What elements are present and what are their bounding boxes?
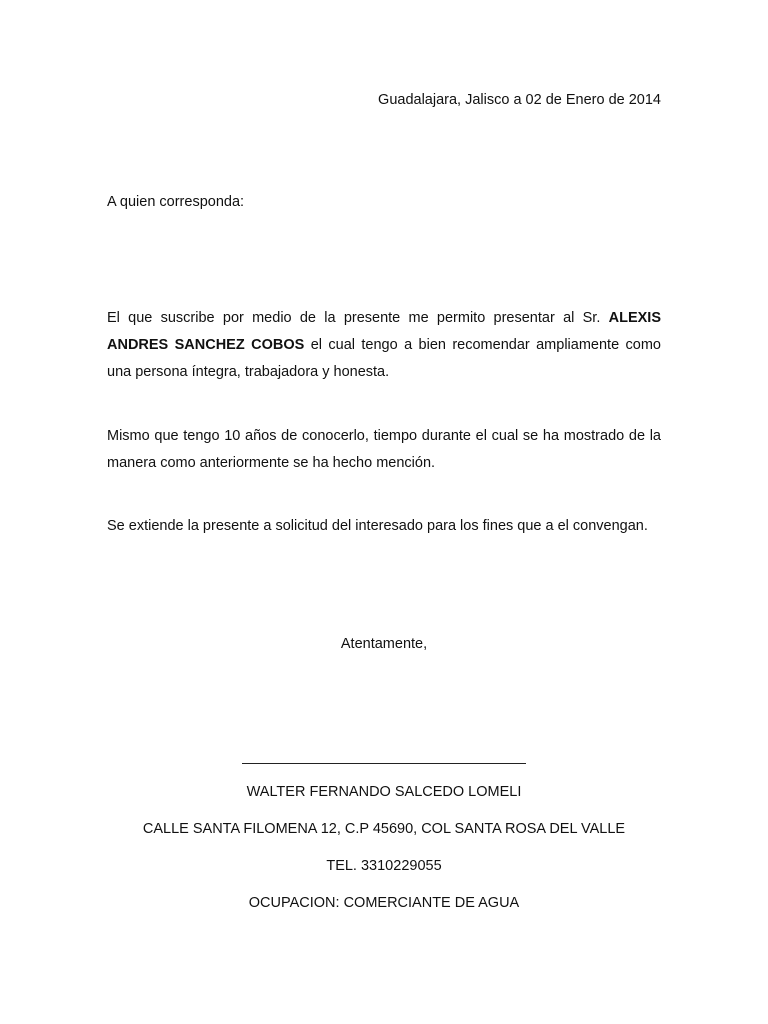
paragraph-purpose: Se extiende la presente a solicitud del interesado para los fines que a el convengan. <box>107 518 648 534</box>
greeting: A quien corresponda: <box>107 194 245 210</box>
signer-phone: TEL. 3310229055 <box>326 858 442 874</box>
signer-name: WALTER FERNANDO SALCEDO LOMELI <box>246 784 522 800</box>
paragraph-introduction <box>107 305 661 386</box>
intro-text-continued: el cual tengo a bien recomendar ampliamente como una persona íntegra, trabajadora y honesta. <box>107 337 661 380</box>
closing: Atentamente, <box>340 636 428 652</box>
paragraph-acquaintance: Mismo que tengo 10 años de conocerlo, tiempo durante el cual se ha mostrado de la manera como anteriormente se ha hecho mención. <box>107 428 661 471</box>
date-line: Guadalajara, Jalisco a 02 de Enero de 2014 <box>378 92 661 108</box>
signer-address: CALLE SANTA FILOMENA 12, C.P 45690, COL SANTA ROSA DEL VALLE <box>142 821 626 837</box>
signer-occupation: OCUPACION: COMERCIANTE DE AGUA <box>248 895 520 911</box>
signature-line <box>242 763 526 764</box>
intro-text: El que suscribe por medio de la presente me permito presentar al Sr. <box>107 310 609 326</box>
recommended-person-name: ALEXIS ANDRES SANCHEZ COBOS <box>107 310 661 353</box>
